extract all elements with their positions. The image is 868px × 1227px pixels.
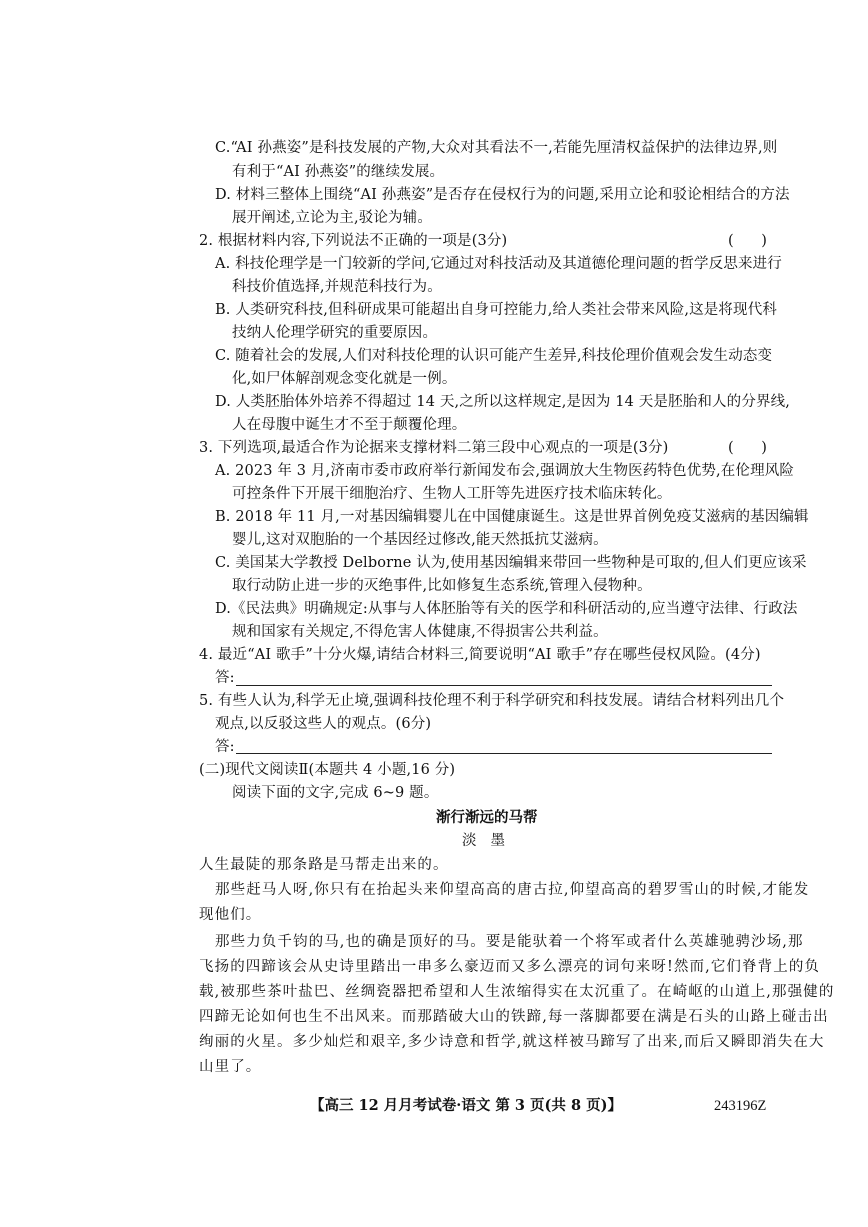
essay-paragraph-3-line-5: 绚丽的火星。多少灿烂和艰辛,多少诗意和哲学,就这样被马蹄写了出来,而后又瞬即消失在大 <box>199 1034 825 1050</box>
q5-answer-label: 答: <box>215 739 235 755</box>
q1-option-c-line-2: 有利于“AI 孙燕姿”的继续发展。 <box>232 164 445 180</box>
q3-option-d-line-2: 规和国家有关规定,不得危害人体健康,不得损害公共利益。 <box>232 624 608 640</box>
essay-paragraph-2-line-1: 那些赶马人呀,你只有在抬起头来仰望高高的唐古拉,仰望高高的碧罗雪山的时候,才能发 <box>215 882 810 898</box>
page-footer: 【高三 12 月月考试卷·语文 第 3 页(共 8 页)】 <box>310 1097 622 1114</box>
q4-answer-label: 答: <box>215 670 235 686</box>
q2-option-b-line-2: 技纳人伦理学研究的重要原因。 <box>232 325 438 341</box>
q3-option-d-line-1: D.《民法典》明确规定:从事与人体胚胎等有关的医学和科研活动的,应当遵守法律、行政法 <box>215 601 798 617</box>
section-2-heading: (二)现代文阅读Ⅱ(本题共 4 小题,16 分) <box>199 762 456 778</box>
section-2-instruction: 阅读下面的文字,完成 6~9 题。 <box>232 785 439 801</box>
q2-option-c-line-1: C. 随着社会的发展,人们对科技伦理的认识可能产生差异,科技伦理价值观会发生动态变 <box>215 348 773 364</box>
essay-title: 渐行渐远的马帮 <box>436 809 538 826</box>
q4-stem: 4. 最近“AI 歌手”十分火爆,请结合材料三,简要说明“AI 歌手”存在哪些侵权风险。(4分) <box>199 647 761 663</box>
essay-paragraph-3-line-1: 那些力负千钧的马,也的确是顶好的马。要是能驮着一个将军或者什么英雄驰骋沙场,那 <box>215 934 804 950</box>
q5-stem-line-1: 5. 有些人认为,科学无止境,强调科技伦理不利于科学研究和科技发展。请结合材料列出几个 <box>199 693 785 709</box>
q3-stem: 3. 下列选项,最适合作为论据来支撑材料二第三段中心观点的一项是(3分) <box>199 440 669 456</box>
essay-paragraph-3-line-4: 四蹄无论如何也生不出风来。而那踏破大山的铁蹄,每一落脚都要在满是石头的山路上碰击出 <box>199 1009 829 1025</box>
essay-paragraph-2-line-2: 现他们。 <box>199 907 262 923</box>
q2-option-a-line-1: A. 科技伦理学是一门较新的学问,它通过对科技活动及其道德伦理问题的哲学反思来进行 <box>215 256 782 272</box>
q4-answer-field[interactable] <box>236 685 772 686</box>
q3-answer-paren: ( ) <box>728 440 767 456</box>
q2-option-b-line-1: B. 人类研究科技,但科研成果可能超出自身可控能力,给人类社会带来风险,这是将现代科 <box>215 302 777 318</box>
q1-option-d-line-2: 展开阐述,立论为主,驳论为辅。 <box>232 210 432 226</box>
q2-stem: 2. 根据材料内容,下列说法不正确的一项是(3分) <box>199 233 508 249</box>
q2-option-a-line-2: 科技价值选择,并规范科技行为。 <box>232 279 442 295</box>
essay-paragraph-3-line-3: 载,被那些茶叶盐巴、丝绸瓷器把希望和人生浓缩得实在太沉重了。在崎岖的山道上,那强健的 <box>199 984 835 1000</box>
q3-option-b-line-2: 婴儿,这对双胞胎的一个基因经过修改,能天然抵抗艾滋病。 <box>232 532 608 548</box>
q1-option-c-line-1: C.“AI 孙燕姿”是科技发展的产物,大众对其看法不一,若能先厘清权益保护的法律边界,则 <box>215 140 778 156</box>
essay-paragraph-1-line-1: 人生最陡的那条路是马帮走出来的。 <box>199 857 449 873</box>
q2-option-d-line-1: D. 人类胚胎体外培养不得超过 14 天,之所以这样规定,是因为 14 天是胚胎和人的分界线, <box>215 394 791 410</box>
essay-paragraph-3-line-6: 山里了。 <box>199 1059 262 1075</box>
q5-stem-line-2: 观点,以反驳这些人的观点。(6分) <box>215 716 432 732</box>
q3-option-b-line-1: B. 2018 年 11 月,一对基因编辑婴儿在中国健康诞生。这是世界首例免疫艾滋病的基因编辑 <box>215 509 809 525</box>
q1-option-d-line-1: D. 材料三整体上围绕“AI 孙燕姿”是否存在侵权行为的问题,采用立论和驳论相结合的方法 <box>215 187 790 203</box>
q3-option-a-line-2: 可控条件下开展干细胞治疗、生物人工肝等先进医疗技术临床转化。 <box>232 486 672 502</box>
exam-code: 243196Z <box>714 1098 767 1114</box>
essay-author: 淡墨 <box>462 833 519 849</box>
q2-option-d-line-2: 人在母腹中诞生才不至于颠覆伦理。 <box>232 417 467 433</box>
essay-paragraph-3-line-2: 飞扬的四蹄该会从史诗里踏出一串多么豪迈而又多么漂亮的词句来呀!然而,它们脊背上的负 <box>199 959 821 975</box>
q3-option-c-line-1: C. 美国某大学教授 Delborne 认为,使用基因编辑来带回一些物种是可取的,但人们更应该采 <box>215 555 807 571</box>
q5-answer-field[interactable] <box>236 753 772 754</box>
q3-option-c-line-2: 取行动防止进一步的灭绝事件,比如修复生态系统,管理入侵物种。 <box>232 578 652 594</box>
q2-answer-paren: ( ) <box>728 233 767 249</box>
q3-option-a-line-1: A. 2023 年 3 月,济南市委市政府举行新闻发布会,强调放大生物医药特色优势,在伦理风险 <box>215 463 795 479</box>
q2-option-c-line-2: 化,如尸体解剖观念变化就是一例。 <box>232 371 457 387</box>
